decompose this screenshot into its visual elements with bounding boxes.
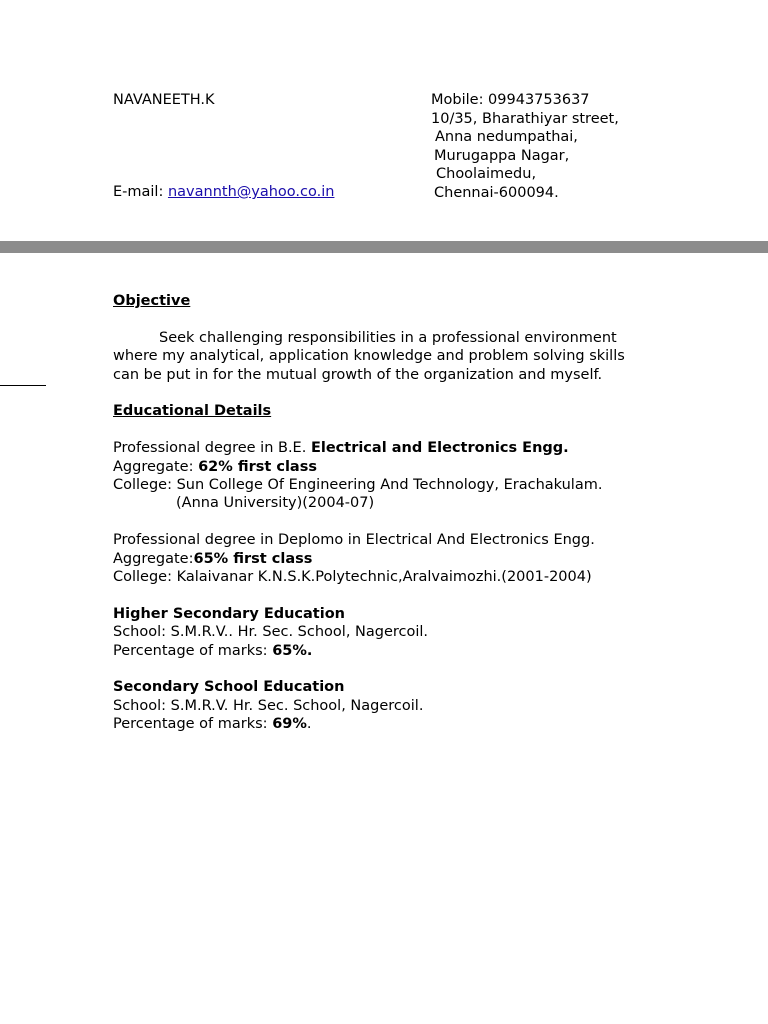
address-line: Murugappa Nagar, [434, 147, 570, 164]
address-line: Chennai-600094. [434, 184, 559, 201]
diploma-college: College: Kalaivanar K.N.S.K.Polytechnic,Aralvaimozhi.(2001-2004) [113, 569, 592, 586]
header-divider [0, 241, 768, 253]
diploma-aggregate-label: Aggregate: [113, 550, 194, 567]
objective-text: Seek challenging responsibilities in a professional environment [159, 329, 617, 346]
resume-body [113, 292, 673, 734]
be-university: (Anna University)(2004-07) [176, 495, 375, 512]
sslc-school: School: S.M.R.V. Hr. Sec. School, Nagercoil. [113, 697, 424, 714]
email-link[interactable]: navannth@yahoo.co.in [167, 184, 335, 200]
diploma-aggregate-value: 65% first class [193, 550, 313, 567]
hsc-percentage [113, 642, 673, 660]
sslc-percentage-value: 69% [272, 716, 307, 733]
education-heading: Educational Details [113, 403, 272, 420]
hsc-heading: Higher Secondary Education [113, 605, 345, 622]
hsc-percentage-value: 65%. [272, 642, 313, 659]
diploma-degree: Professional degree in Deplomo in Electrical And Electronics Engg. [113, 532, 595, 549]
mobile-number: Mobile: 09943753637 [431, 92, 590, 108]
be-aggregate-label: Aggregate: [113, 458, 199, 475]
hsc-percentage-label: Percentage of marks: [113, 642, 273, 659]
be-degree-prefix: Professional degree in B.E. [113, 440, 311, 457]
diploma-aggregate [113, 550, 673, 568]
sslc-percentage-label: Percentage of marks: [113, 716, 273, 733]
sslc-heading: Secondary School Education [113, 679, 345, 696]
address-line: Choolaimedu, [436, 166, 537, 182]
be-aggregate-value: 62% first class [198, 458, 317, 475]
hsc-school: School: S.M.R.V.. Hr. Sec. School, Nagercoil. [113, 624, 429, 641]
sslc-percentage-suffix: . [306, 716, 312, 733]
sslc-percentage [113, 715, 673, 733]
be-aggregate [113, 458, 673, 476]
be-college: College: Sun College Of Engineering And Technology, Erachakulam. [113, 477, 603, 494]
email-line [113, 183, 334, 202]
be-degree [113, 439, 673, 457]
be-degree-branch: Electrical and Electronics Engg. [310, 440, 569, 457]
objective-heading: Objective [113, 293, 191, 309]
contact-block [431, 91, 619, 202]
candidate-name: NAVANEETH.K [113, 92, 215, 108]
margin-rule [0, 385, 46, 386]
objective-text: can be put in for the mutual growth of the organization and myself. [113, 366, 603, 383]
objective-text: where my analytical, application knowledge and problem solving skills [113, 348, 625, 365]
address-line: 10/35, Bharathiyar street, [431, 110, 619, 127]
address-line: Anna nedumpathai, [435, 129, 578, 145]
email-label: E-mail: [113, 184, 168, 200]
